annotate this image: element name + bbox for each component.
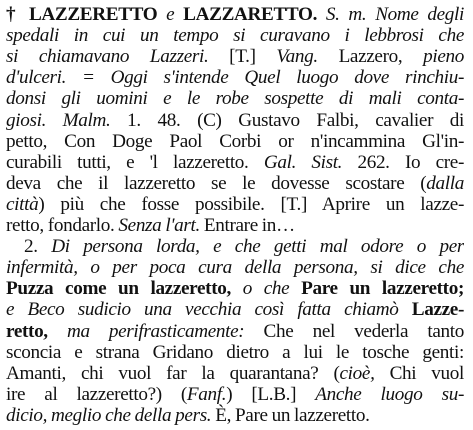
italic-text: città	[6, 193, 39, 215]
italic-text: dalla	[426, 172, 464, 194]
text-segment: ) [L.B.]	[226, 383, 316, 405]
text-segment: 1. 48. (C) Gustavo Falbi, cavalier di	[110, 109, 464, 131]
headword-text: Pare un lazzeretto;	[301, 278, 464, 300]
text-segment: Chi vuol	[374, 362, 464, 384]
italic-text: e Beco sudicio una vecchia così fatta chiamò	[6, 299, 412, 321]
italic-text: spedali in cui un tempo si curavano i lebbrosi che	[6, 25, 464, 47]
headword-text: LAZZARETTO.	[183, 4, 318, 25]
text-segment: curabili tutti, e 'l lazzeretto.	[6, 151, 264, 173]
italic-text: Senza l'art.	[118, 215, 200, 236]
text-segment: deva che il lazzeretto se le dovesse scostare (	[6, 172, 427, 194]
italic-text: e	[157, 4, 184, 25]
headword-text: Lazze-	[411, 299, 464, 321]
headword-text: Puzza come un lazzeretto,	[6, 278, 231, 300]
italic-text: giosi. Malm.	[6, 109, 111, 131]
text-segment: petto, Con Doge Paol Corbi or n'incammina Gl'in-	[6, 130, 464, 152]
italic-text: infermità, o per poca cura della persona, si dice che	[6, 257, 464, 279]
text-segment: Che nel vederla tanto	[244, 320, 464, 342]
italic-text: ma perifrasticamente:	[47, 320, 245, 342]
italic-text: o che	[230, 278, 302, 300]
italic-text: si chiamavano Lazzeri.	[6, 46, 209, 68]
text-segment: ) più che fosse possibile. [T.] Aprire un lazze-	[38, 193, 464, 215]
text-segment: sconcia e strana Gridano dietro a lui le tosche genti:	[6, 341, 464, 363]
text-line	[6, 404, 464, 428]
text-segment: retto, fondarlo.	[6, 215, 119, 236]
text-segment: [T.]	[208, 46, 277, 68]
text-segment: 2.	[24, 236, 52, 258]
text-segment: Amanti, chi vuol far la quarantana? (	[6, 362, 340, 384]
text-segment: Lazzero,	[317, 46, 424, 68]
italic-text: Gal. Sist.	[263, 151, 343, 173]
italic-text: d'ulceri. = Oggi s'intende Quel luogo dove rinchiu-	[6, 67, 464, 89]
italic-text: Vang.	[276, 46, 318, 68]
text-segment: ire al lazzeretto?) (	[6, 383, 187, 405]
italic-text: S. m. Nome degli	[317, 4, 464, 25]
text-segment: È, Pare un lazzeretto.	[211, 404, 370, 426]
italic-text: dicio, meglio che della pers.	[6, 404, 212, 426]
italic-text: Fanf.	[186, 383, 227, 405]
headword-text: retto,	[6, 320, 48, 342]
text-segment: 262. Io cre-	[342, 151, 464, 173]
italic-text: donsi gli uomini e le robe sospette di mali conta-	[6, 88, 464, 110]
italic-text: Anche luogo su-	[315, 383, 464, 405]
italic-text: Di persona lorda, e che getti mal odore o per	[51, 236, 464, 258]
text-segment: Entrare in…	[199, 215, 295, 236]
italic-text: pieno	[423, 46, 464, 68]
headword-text: † LAZZERETTO	[6, 4, 158, 25]
italic-text: cioè,	[339, 362, 375, 384]
